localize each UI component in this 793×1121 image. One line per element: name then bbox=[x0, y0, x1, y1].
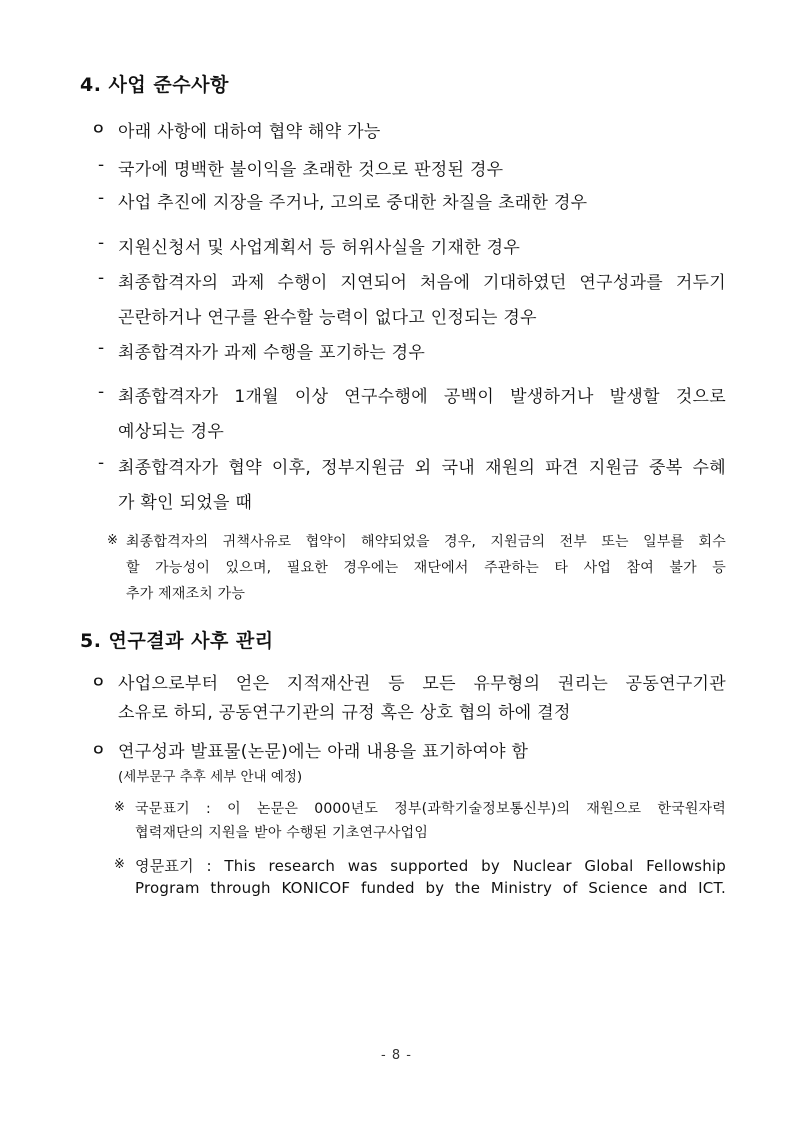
note-mark: ※ bbox=[107, 533, 118, 548]
list-item-continuation: 곤란하거나 연구를 완수할 능력이 없다고 인정되는 경우 bbox=[118, 308, 537, 328]
list-item-continuation: 예상되는 경우 bbox=[118, 422, 225, 442]
dash-bullet: - bbox=[98, 268, 105, 288]
note-korean-line: 협력재단의 지원을 받아 수행된 기초연구사업임 bbox=[135, 825, 429, 841]
section-5-item-1-continuation: 소유로 하되, 공동연구기관의 규정 혹은 상호 협의 하에 결정 bbox=[118, 703, 571, 723]
note-korean-line: 국문표기 : 이 논문은 0000년도 정부(과학기술정보통신부)의 재원으로 한국원자력 bbox=[135, 801, 726, 817]
dash-bullet: - bbox=[98, 453, 105, 473]
list-item: 최종합격자가 과제 수행을 포기하는 경우 bbox=[118, 343, 426, 363]
dash-bullet: - bbox=[98, 155, 105, 175]
page-number: - 8 - bbox=[381, 1048, 412, 1063]
note-mark: ※ bbox=[114, 857, 125, 872]
circle-bullet: ㅇ bbox=[91, 120, 106, 138]
list-item: 지원신청서 및 사업계획서 등 허위사실을 기재한 경우 bbox=[118, 238, 521, 258]
list-item: 최종합격자의 과제 수행이 지연되어 처음에 기대하였던 연구성과를 거두기 bbox=[118, 273, 726, 293]
note-mark: ※ bbox=[114, 800, 125, 815]
section-5-item-2: 연구성과 발표물(논문)에는 아래 내용을 표기하여야 함 bbox=[118, 742, 529, 762]
section-4-heading: 4. 사업 준수사항 bbox=[80, 74, 229, 96]
dash-bullet: - bbox=[98, 382, 105, 402]
circle-bullet: ㅇ bbox=[91, 673, 106, 691]
dash-bullet: - bbox=[98, 188, 105, 208]
section-5-heading: 5. 연구결과 사후 관리 bbox=[80, 630, 274, 652]
list-item: 최종합격자가 1개월 이상 연구수행에 공백이 발생하거나 발생할 것으로 bbox=[118, 387, 726, 407]
dash-bullet: - bbox=[98, 338, 105, 358]
list-item: 사업 추진에 지장을 주거나, 고의로 중대한 차질을 초래한 경우 bbox=[118, 193, 588, 213]
note-line: 할 가능성이 있으며, 필요한 경우에는 재단에서 주관하는 타 사업 참여 불가 등 bbox=[126, 560, 726, 576]
list-item: 최종합격자가 협약 이후, 정부지원금 외 국내 재원의 파견 지원금 중복 수혜 bbox=[118, 458, 726, 478]
note-english-line: Program through KONICOF funded by the Ministry of Science and ICT. bbox=[135, 879, 726, 897]
note-english-line: 영문표기 : This research was supported by Nuclear Global Fellowship bbox=[135, 857, 726, 875]
section-5-item-1: 사업으로부터 얻은 지적재산권 등 모든 유무형의 권리는 공동연구기관 bbox=[118, 674, 726, 694]
section-4-intro: 아래 사항에 대하여 협약 해약 가능 bbox=[118, 122, 381, 142]
list-item-continuation: 가 확인 되었을 때 bbox=[118, 493, 253, 513]
note-line: 최종합격자의 귀책사유로 협약이 해약되었을 경우, 지원금의 전부 또는 일부를 회수 bbox=[126, 534, 726, 550]
note-line: 추가 제재조치 가능 bbox=[126, 586, 246, 602]
section-5-item-2-sub: (세부문구 추후 세부 안내 예정) bbox=[118, 769, 303, 785]
dash-bullet: - bbox=[98, 233, 105, 253]
circle-bullet: ㅇ bbox=[91, 741, 106, 759]
list-item: 국가에 명백한 불이익을 초래한 것으로 판정된 경우 bbox=[118, 160, 504, 180]
